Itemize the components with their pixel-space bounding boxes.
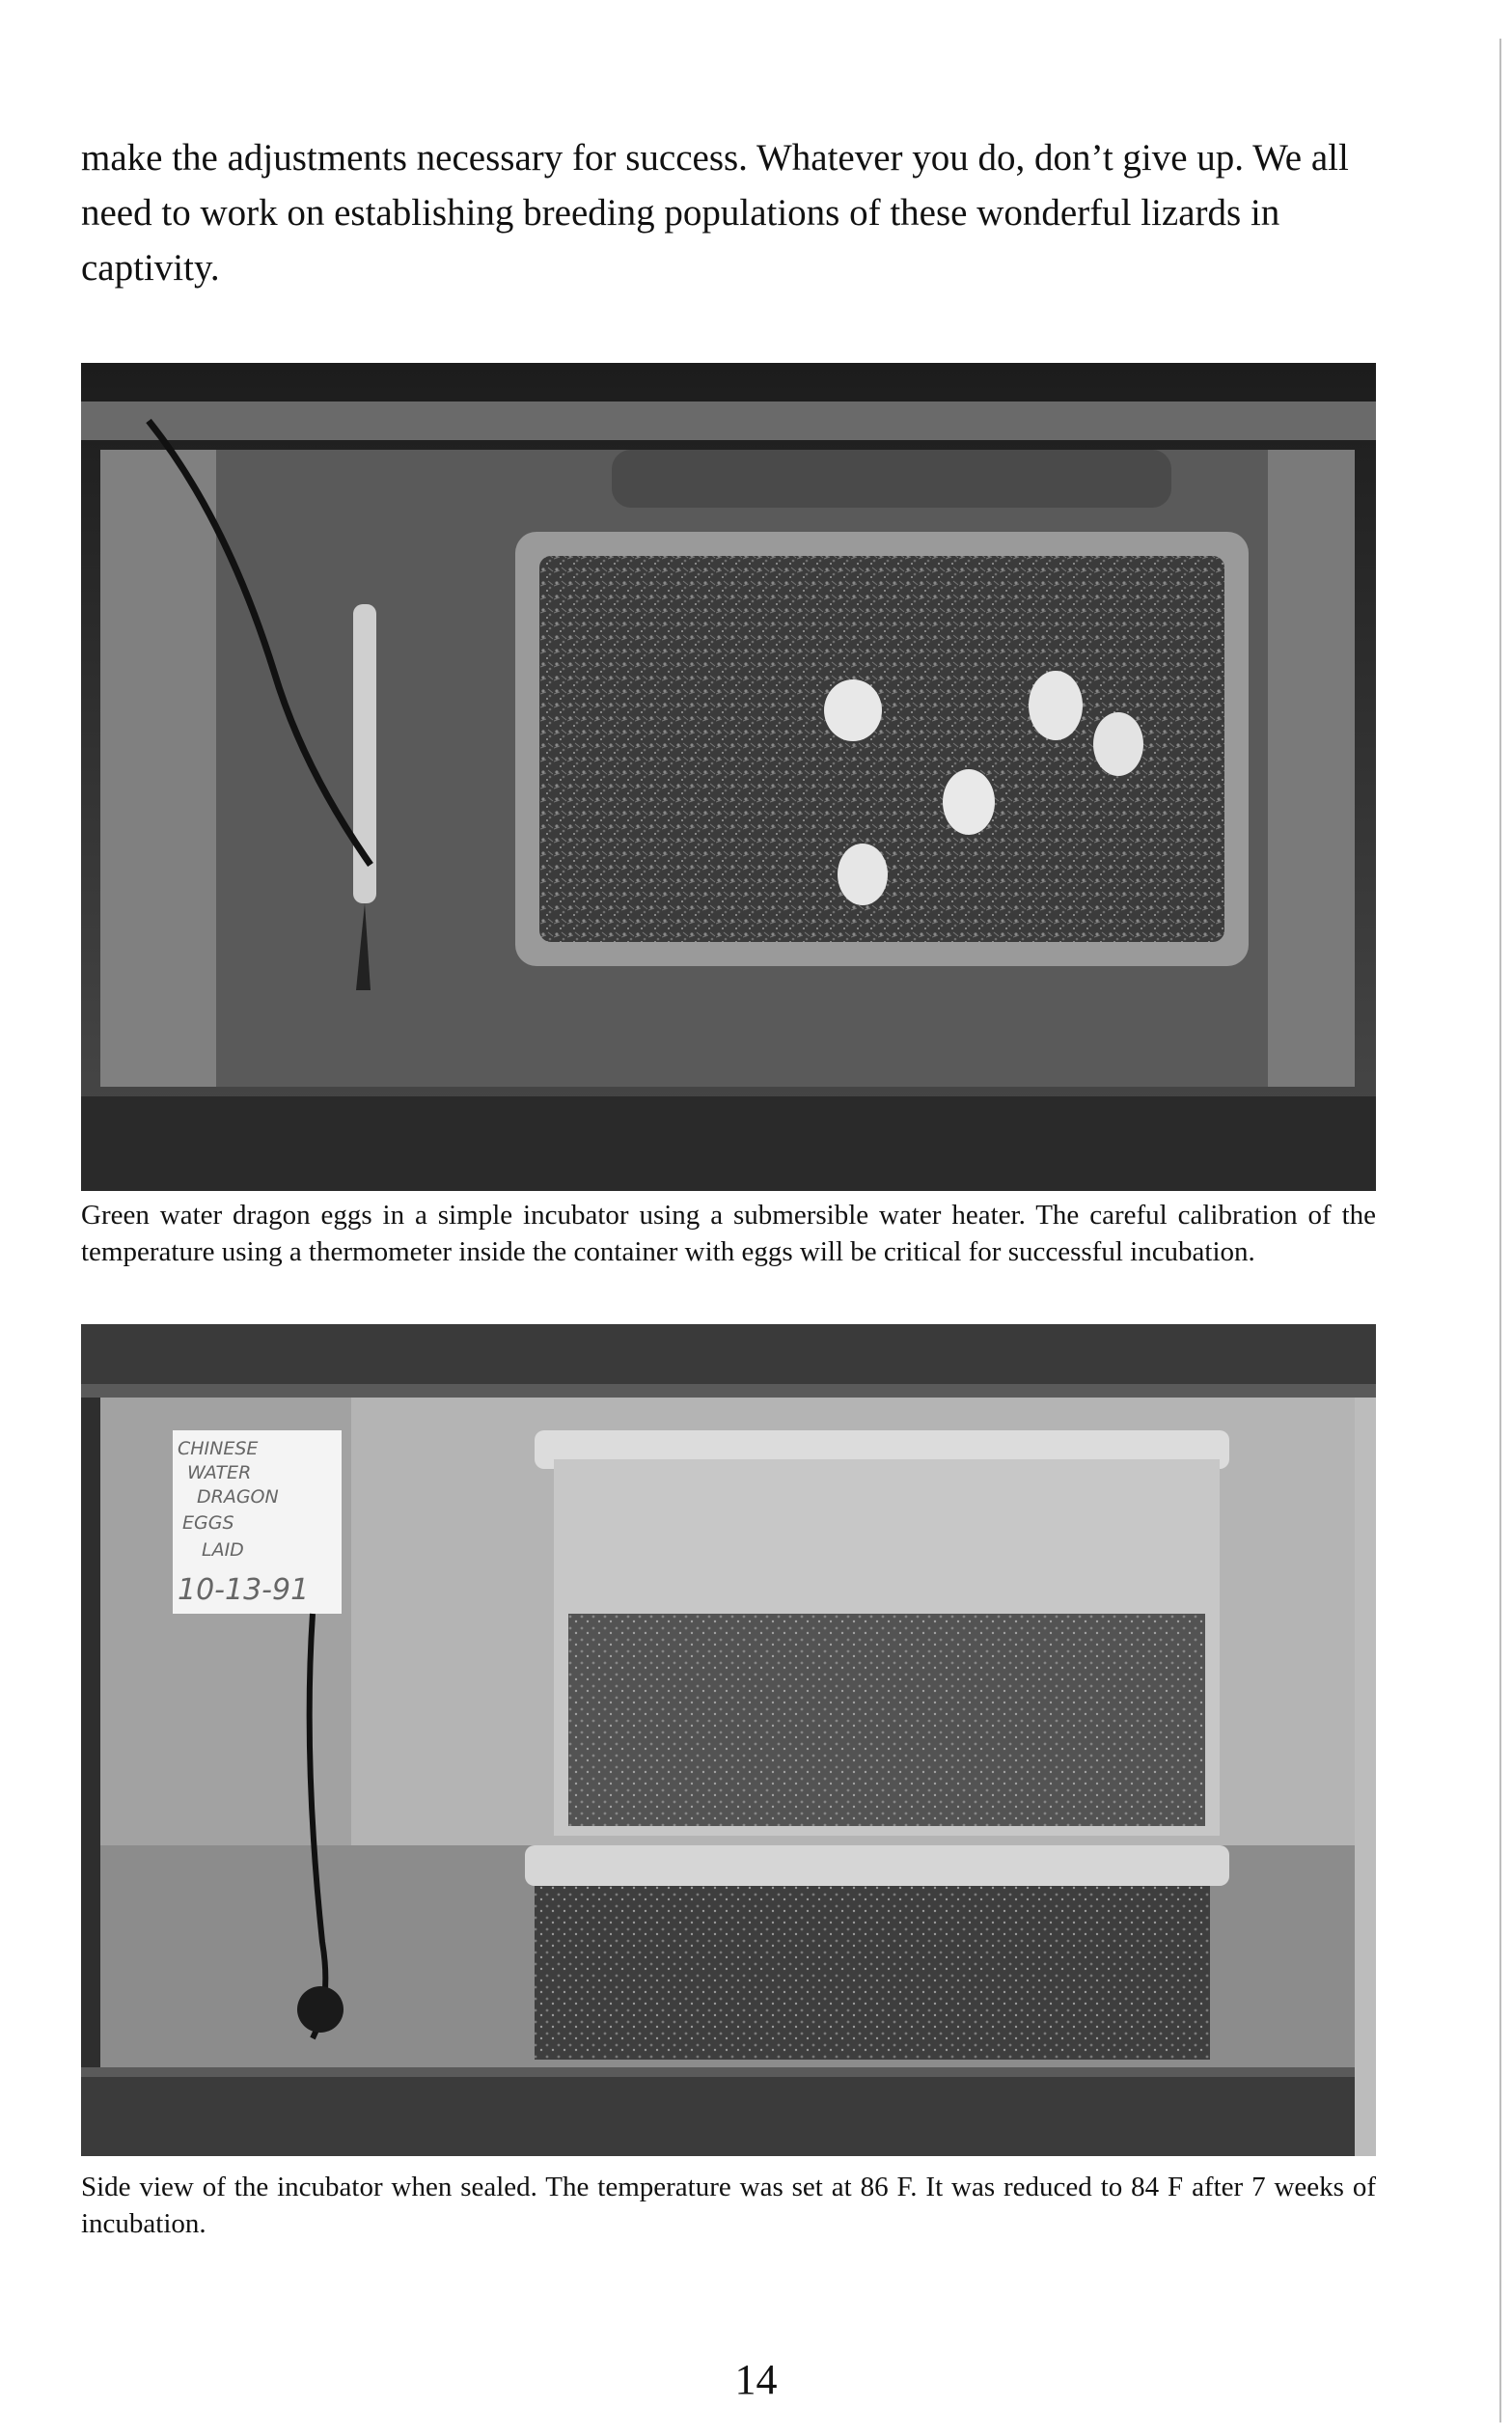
figure-1-caption: Green water dragon eggs in a simple incubator using a submersible water heater. The careful calibration of the temperature using a thermometer inside the container with eggs will be critical for successful incubation.	[81, 1200, 1376, 1267]
egg	[838, 844, 888, 905]
egg	[1029, 671, 1083, 740]
page-edge-rule	[1499, 39, 1501, 2422]
incubator-top-illustration	[81, 363, 1376, 1191]
egg	[824, 679, 882, 741]
label-line: LAID	[202, 1539, 244, 1561]
incubator-top-photo	[81, 363, 1376, 1191]
intro-paragraph: make the adjustments necessary for success. Whatever you do, don’t give up. We all need to work on establishing breeding populations of these wonderful lizards in captivity.	[81, 137, 1349, 289]
egg	[1093, 712, 1143, 776]
label-line: CHINESE	[178, 1438, 259, 1459]
egg	[943, 769, 995, 835]
label-line: WATER	[187, 1462, 252, 1483]
page-number: 14	[734, 2356, 778, 2403]
label-line: 10-13-91	[178, 1573, 310, 1607]
incubator-side-photo	[81, 1324, 1376, 2156]
figure-2-caption: Side view of the incubator when sealed. The temperature was set at 86 F. It was reduced to 84 F after 7 weeks of incubation.	[81, 2172, 1376, 2239]
label-line: DRAGON	[197, 1486, 279, 1508]
incubator-side-illustration	[81, 1324, 1376, 2156]
label-line: EGGS	[182, 1512, 234, 1534]
